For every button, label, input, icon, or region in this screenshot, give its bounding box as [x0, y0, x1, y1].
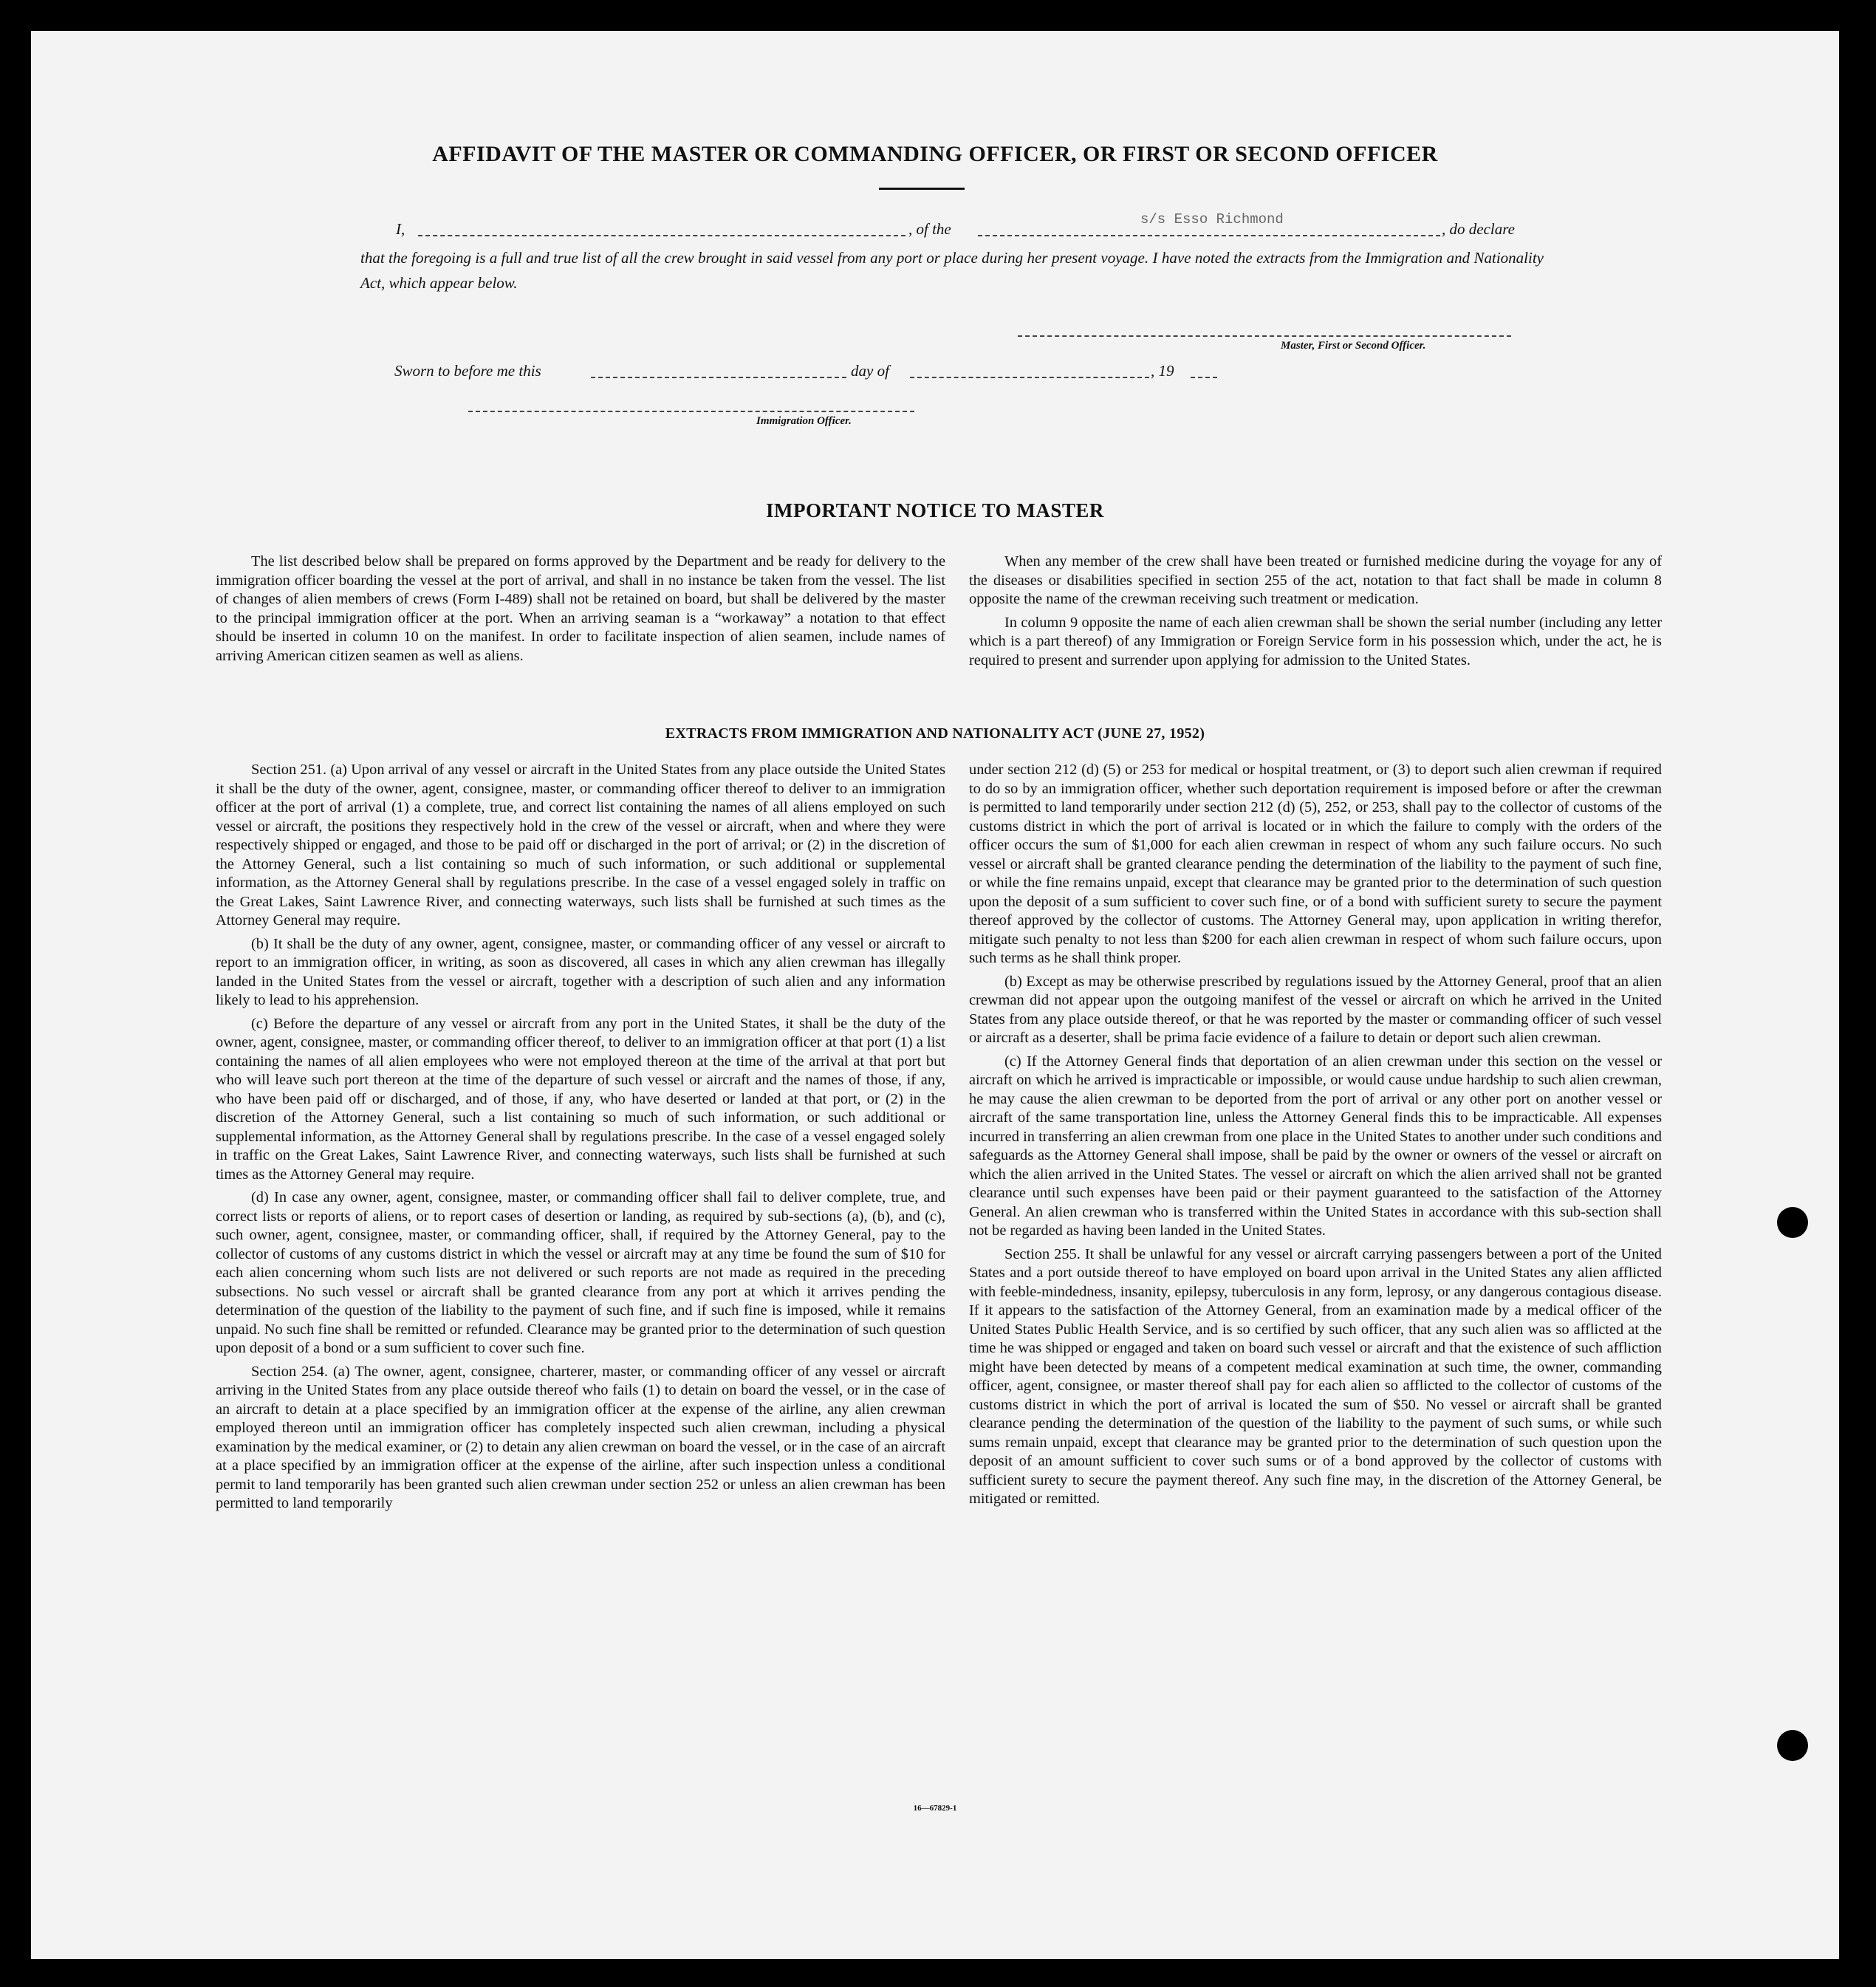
vessel-name-typed: s/s Esso Richmond — [1140, 211, 1284, 228]
notice-right-paragraph: When any member of the crew shall have been treated or furnished medicine during the voyage for any of the diseases or disabilities specified in section 255 of the act, notation to that fact shall be made in column 8 opposite the name of the crewman receiving such treatment or medication. — [969, 553, 1662, 607]
affidavit-title: AFFIDAVIT OF THE MASTER OR COMMANDING OFFICER, OR FIRST OR SECOND OFFICER — [432, 142, 1438, 166]
sworn-day-field[interactable] — [591, 377, 846, 378]
extract-paragraph: Section 254. (a) The owner, agent, consignee, charterer, master, or commanding officer of any vessel or aircraft arriving in the United States from any place outside thereof who fails (1) to detain on board the vessel, or in the case of an aircraft to detain at a place specified by an immigration officer at the expense of the airline, any alien crewman employed thereon until an immigration officer has completely inspected such alien crewman, including a physical examination by the medical examiner, or (2) to detain any alien crewman on board the vessel, or in the case of an aircraft at a place specified by an immigration officer at the expense of the airline, after such inspection unless a conditional permit to land temporarily has been granted such alien crewman under section 252 or unless an alien crewman has been permitted to land temporarily — [216, 1363, 945, 1511]
notice-right-paragraph: In column 9 opposite the name of each alien crewman shall be shown the serial number (including any letter which is a part thereof) of any Immigration or Foreign Service form in his possession which, under the act, he is required to present and surrender upon applying for admission to the United States. — [969, 614, 1662, 668]
notice-right-column — [969, 553, 1662, 674]
extract-paragraph: (d) In case any owner, agent, consignee, master, or commanding officer shall fail to deliver complete, true, and correct lists or reports of aliens, or to report cases of desertion or landing, as required by sub-sections (a), (b), and (c), such owner, agent, consignee, master, or commanding officer, shall, if required by the Attorney General, pay to the collector of customs of any customs district in which the vessel or aircraft may at any time be found the sum of $10 for each alien concerning whom such lists are not delivered or such reports are not made as required in the preceding subsections. No such vessel or aircraft shall be granted clearance from any port at which it arrives pending the determination of the question of the liability to the payment of such fine, and if such fine is imposed, while it remains unpaid. No such fine shall be remitted or refunded. Clearance may be granted prior to the determination of such question upon deposit of a bond or a sum sufficient to cover such fine. — [216, 1189, 945, 1356]
document-page — [31, 31, 1839, 1959]
form-code: 16—67829-1 — [913, 1804, 957, 1813]
master-signature-label: Master, First or Second Officer. — [1281, 340, 1426, 352]
punch-hole — [1777, 1730, 1808, 1761]
sworn-month-field[interactable] — [910, 377, 1149, 378]
affidavit-i-label: I, — [396, 220, 405, 238]
affidavit-of-the-label: , of the — [908, 220, 951, 238]
extract-paragraph: Section 251. (a) Upon arrival of any vessel or aircraft in the United States from any place outside the United States it shall be the duty of the owner, agent, consignee, master, or commanding officer thereof to deliver to an immigration officer at the port of arrival (1) a complete, true, and correct list containing the names of all aliens employed on such vessel or aircraft, the positions they respectively hold in the crew of the vessel or aircraft, when and where they were respectively shipped or engaged, and those to be paid off or discharged in the port of arrival; or (2) in the discretion of the Attorney General, such a list containing so much of such information, or such additional or supplemental information, as the Attorney General shall by regulations prescribe. In the case of a vessel engaged solely in traffic on the Great Lakes, Saint Lawrence River, and connecting waterways, such lists shall be furnished at such times as the Attorney General may require. — [216, 762, 945, 928]
sworn-label: Sworn to before me this — [394, 362, 541, 380]
notice-left-paragraph: The list described below shall be prepared on forms approved by the Department and be ready for delivery to the immigration officer boarding the vessel at the port of arrival, and shall in no instance be taken from the vessel. The list of changes of alien members of crews (Form I-489) shall not be retained on board, but shall be delivered by the master to the principal immigration officer at the port. When an arriving seaman is a “workaway” a notation to that effect should be inserted in column 10 on the manifest. In order to facilitate inspection of alien seamen, include names of arriving American citizen seamen as well as aliens. — [216, 553, 945, 664]
notice-left-column — [216, 553, 945, 670]
extract-paragraph: (b) It shall be the duty of any owner, agent, consignee, master, or commanding officer of any vessel or aircraft to report to an immigration officer, in writing, as soon as discovered, all cases in which any alien crewman has illegally landed in the United States from the vessel or aircraft, together with a description of such alien and any information likely to lead to his apprehension. — [216, 935, 945, 1008]
sworn-year-field[interactable] — [1191, 377, 1217, 378]
declarant-name-field[interactable] — [418, 235, 906, 236]
year-prefix-label: , 19 — [1151, 362, 1174, 380]
extract-paragraph: (c) If the Attorney General finds that deportation of an alien crewman under this section on the vessel or aircraft on which he arrived is impracticable or impossible, or would cause undue hardship to such alien crewman, he may cause the alien crewman to be deported from the port of arrival or any other port on another vessel or aircraft of the same transportation line, unless the Attorney General finds this to be impracticable. All expenses incurred in transferring an alien crewman from one place in the United States to another under such conditions and safeguards as the Attorney General shall impose, shall be paid by the owner or owners of the vessel or aircraft on which the alien arrived in the United States. The vessel or aircraft on which the alien arrived shall not be granted clearance until such expenses have been paid or their payment guaranteed to the satisfaction of the Attorney General. An alien crewman who is transferred within the United States in accordance with this sub-section shall not be regarded as having been landed in the United States. — [969, 1053, 1662, 1239]
immigration-officer-signature-line[interactable] — [468, 411, 914, 412]
punch-hole — [1777, 1207, 1808, 1238]
vessel-name-field[interactable] — [978, 235, 1440, 236]
affidavit-declare-label: , do declare — [1442, 220, 1515, 238]
notice-title: IMPORTANT NOTICE TO MASTER — [766, 499, 1104, 521]
master-signature-line[interactable] — [1018, 335, 1511, 337]
extract-paragraph: (b) Except as may be otherwise prescribed by regulations issued by the Attorney General, proof that an alien crewman did not appear upon the outgoing manifest of the vessel or aircraft on which he arrived in the United States from any place outside thereof, or that he was reported by the master or commanding officer of such vessel or aircraft as a deserter, shall be prima facie evidence of a failure to detain or deport such alien crewman. — [969, 973, 1662, 1046]
extracts-right-column — [969, 761, 1662, 1514]
extracts-left-column — [216, 761, 945, 1518]
extract-paragraph: (c) Before the departure of any vessel or aircraft from any port in the United States, it shall be the duty of the owner, agent, consignee, master, or commanding officer thereof, to deliver to an immigration officer at that port (1) a list containing the names of all alien employees who were not employed thereon at the time of the arrival at that port but who will leave such port thereon at the time of the departure of such vessel or aircraft and the names of those, if any, who have been paid off or discharged, and of those, if any, who have deserted or landed at that port, or (2) in the discretion of the Attorney General, such a list containing so much of such information, or such additional or supplemental information, as the Attorney General shall by regulations prescribe. In the case of a vessel engaged solely in traffic on the Great Lakes, Saint Lawrence River, and connecting waterways, such lists shall be furnished at such times as the Attorney General may require. — [216, 1015, 945, 1183]
immigration-officer-label: Immigration Officer. — [756, 415, 852, 427]
extracts-title: EXTRACTS FROM IMMIGRATION AND NATIONALITY ACT (JUNE 27, 1952) — [665, 725, 1205, 742]
title-underline — [879, 188, 965, 190]
affidavit-statement: that the foregoing is a full and true list of all the crew brought in said vessel from any port or place during her present voyage. I have noted the extracts from the Immigration and Nationality Act, which appear below. — [360, 249, 1544, 292]
extract-paragraph: Section 255. It shall be unlawful for any vessel or aircraft carrying passengers between a port of the United States and a port outside thereof to have employed on board upon arrival in the United States any alien afflicted with feeble-mindedness, insanity, epilepsy, tuberculosis in any form, leprosy, or any dangerous contagious disease. If it appears to the satisfaction of the Attorney General, from an examination made by a medical officer of the United States Public Health Service, and is so certified by such officer, that any such alien was so afflicted at the time he was shipped or engaged and taken on board such vessel or aircraft and that the existence of such affliction might have been detected by means of a competent medical examination at such time, the owner, commanding officer, agent, consignee, or master thereof shall pay for each alien so afflicted to the collector of customs of the customs district in which the port of arrival is located the sum of $50. No vessel or aircraft shall be granted clearance pending the determination of the question of the liability to the payment of such sums, or while such sums remain unpaid, except that clearance may be granted prior to the determination of such question upon the deposit of an amount sufficient to cover such sums or of a bond approved by the collector of customs with sufficient surety to secure the payment thereof. Any such fine may, in the discretion of the Attorney General, be mitigated or remitted. — [969, 1245, 1662, 1507]
extract-paragraph: under section 212 (d) (5) or 253 for medical or hospital treatment, or (3) to deport such alien crewman if required to do so by an immigration officer, whether such deportation requirement is imposed before or after the crewman is permitted to land temporarily under section 212 (d) (5), 252, or 253, shall pay to the collector of customs of the customs district in which the port of arrival is located or in which the failure to comply with the orders of the officer occurs the sum of $1,000 for each alien crewman in respect of whom any such failure occurs. No such vessel or aircraft shall be granted clearance pending the determination of the liability to the payment of such fine, or while the fine remains unpaid, except that clearance may be granted prior to the determination of such question upon the deposit of a sum sufficient to cover such fine, or of a bond with sufficient surety to secure the payment thereof approved by the collector of customs. The Attorney General may, upon application in writing therefor, mitigate such penalty to not less than $200 for each alien crewman in respect of whom such failure occurs, upon such terms as he shall think proper. — [969, 762, 1662, 966]
day-of-label: day of — [851, 362, 889, 380]
